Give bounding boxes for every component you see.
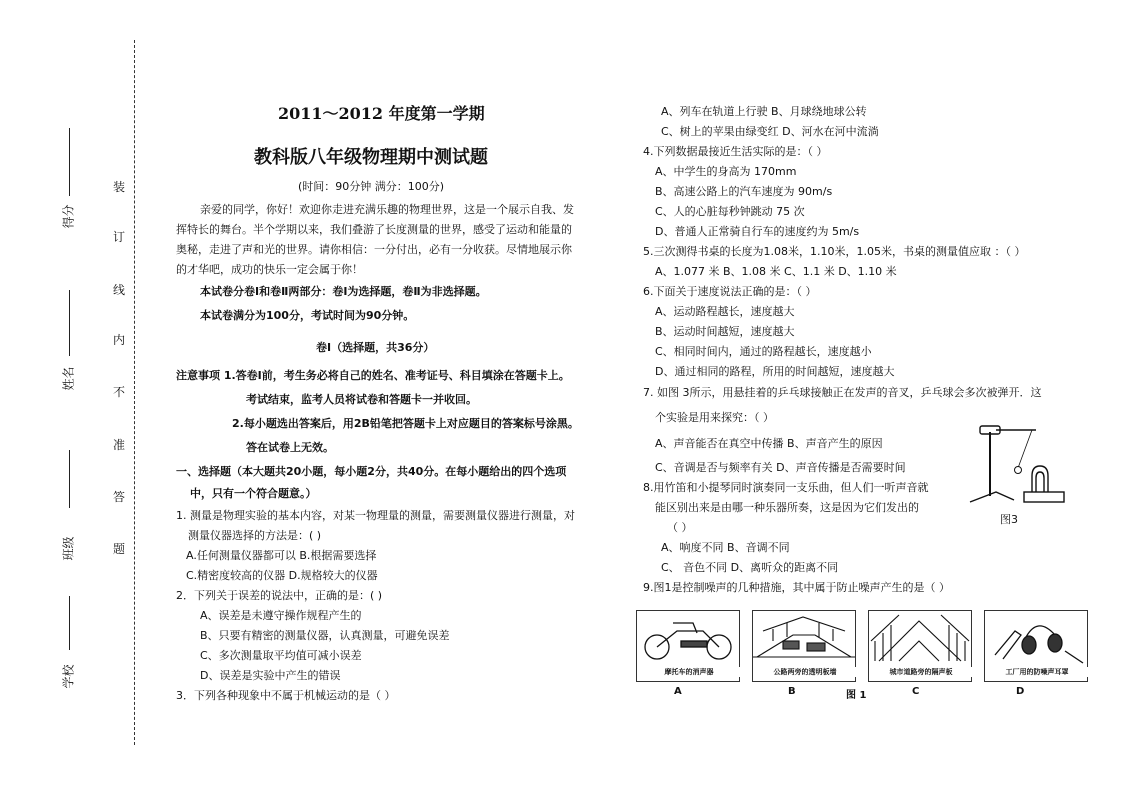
seal-char: 题 xyxy=(113,542,126,556)
option-line: D、误差是实验中产生的错误 xyxy=(200,669,341,682)
name-field-label: 姓名 xyxy=(61,366,76,391)
panel-muffler xyxy=(636,610,740,682)
seal-char: 准 xyxy=(113,438,126,452)
seal-char: 答 xyxy=(113,490,126,504)
exam-title-line2: 教科版八年级物理期中测试题 xyxy=(254,147,488,168)
panel-caption: 城市道路旁的隔声板 xyxy=(869,667,973,677)
intro-line: 亲爱的同学，你好！欢迎你走进充满乐趣的物理世界，这是一个展示自我、发 xyxy=(200,203,574,216)
question-text: 3．下列各种现象中不属于机械运动的是（ ） xyxy=(176,689,396,702)
question-text: 7. 如图 3所示，用悬挂着的乒乓球接触正在发声的音叉，乒乓球会多次被弹开．这 xyxy=(643,386,1042,399)
section-heading: 卷Ⅰ（选择题，共36分） xyxy=(316,341,435,354)
option-line: A、运动路程越长，速度越大 xyxy=(655,305,795,318)
school-field-label: 学校 xyxy=(61,664,76,689)
panel-letter: C xyxy=(912,686,920,697)
question-text: 1. 测量是物理实验的基本内容，对某一物理量的测量，需要测量仪器进行测量，对 xyxy=(176,509,575,522)
panel-caption: 工厂用的防噪声耳罩 xyxy=(985,667,1089,677)
name-field[interactable] xyxy=(40,290,80,390)
option-line: C、多次测量取平均值可减小误差 xyxy=(200,649,362,662)
option-line: C、音调是否与频率有关 D、声音传播是否需要时间 xyxy=(655,461,906,474)
road-glass-wall-icon xyxy=(753,611,855,667)
sound-barrier-icon xyxy=(869,611,971,667)
option-line: A、1.077 米 B、1.08 米 C、1.1 米 D、1.10 米 xyxy=(655,265,897,278)
score-field[interactable] xyxy=(40,128,80,228)
paper-structure-note: 本试卷分卷Ⅰ和卷Ⅱ两部分：卷Ⅰ为选择题，卷Ⅱ为非选择题。 xyxy=(200,285,487,298)
question-text: （ ） xyxy=(667,521,693,534)
question-text: 2．下列关于误差的说法中，正确的是：( ) xyxy=(176,589,383,602)
panel-caption: 公路两旁的透明板墙 xyxy=(753,667,857,677)
option-line: A、列车在轨道上行驶 B、月球绕地球公转 xyxy=(661,105,867,118)
seal-char: 内 xyxy=(113,333,126,347)
option-line: C、 音色不同 D、离听众的距离不同 xyxy=(661,561,839,574)
option-line: B、只要有精密的测量仪器，认真测量，可避免误差 xyxy=(200,629,450,642)
question-text: 5.三次测得书桌的长度为1.08米，1.10米，1.05米，书桌的测量值应取 ：（ ） xyxy=(643,245,1026,258)
section-instruction: 中，只有一个符合题意。） xyxy=(190,487,317,500)
option-line: C.精密度较高的仪器 D.规格较大的仪器 xyxy=(186,569,378,582)
panel-caption: 摩托车的消声器 xyxy=(637,667,741,677)
score-field-label: 得分 xyxy=(61,204,76,229)
panel-letter: A xyxy=(674,686,682,697)
class-field[interactable] xyxy=(40,450,80,560)
option-line: D、通过相同的路程，所用的时间越短，速度越大 xyxy=(655,365,895,378)
option-line: A.任何测量仪器都可以 B.根据需要选择 xyxy=(186,549,377,562)
option-line: D、普通人正常骑自行车的速度约为 5m/s xyxy=(655,225,860,238)
exam-title-line1: 2011～2012 年度第一学期 xyxy=(278,104,485,123)
left-column xyxy=(176,200,606,706)
panel-glass-wall xyxy=(752,610,856,682)
notice-line: 注意事项 1.答卷Ⅰ前，考生务必将自己的姓名、准考证号、科目填涂在答题卡上。 xyxy=(176,369,570,382)
notice-line: 答在试卷上无效。 xyxy=(246,441,334,454)
question-text: 9.图1是控制噪声的几种措施，其中属于防止噪声产生的是（ ） xyxy=(643,581,950,594)
intro-line: 奥秘，走进了声和光的世界。请你相信：一分付出，必有一分收获。尽情地展示你 xyxy=(176,243,572,256)
option-line: B、高速公路上的汽车速度为 90m/s xyxy=(655,185,833,198)
intro-line: 挥特长的舞台。半个学期以来，我们叠游了长度测量的世界，感受了运动和能量的 xyxy=(176,223,572,236)
paper-score-note: 本试卷满分为100分，考试时间为90分钟。 xyxy=(200,309,415,322)
question-text: 6.下面关于速度说法正确的是：（ ） xyxy=(643,285,817,298)
option-line: A、响度不同 B、音调不同 xyxy=(661,541,790,554)
option-line: C、相同时间内，通过的路程越长，速度越小 xyxy=(655,345,872,358)
option-line: C、树上的苹果由绿变红 D、河水在河中流淌 xyxy=(661,125,879,138)
option-line: A、误差是未遵守操作规程产生的 xyxy=(200,609,362,622)
notice-line: 考试结束，监考人员将试卷和答题卡一并收回。 xyxy=(246,393,477,406)
section-instruction: 一、选择题（本大题共20小题，每小题2分，共40分。在每小题给出的四个选项 xyxy=(176,465,567,478)
seal-char: 装 xyxy=(113,180,126,194)
seal-char: 线 xyxy=(113,283,126,297)
option-line: A、中学生的身高为 170mm xyxy=(655,165,797,178)
notice-line: 2.每小题选出答案后，用2B铅笔把答题卡上对应题目的答案标号涂黑。 xyxy=(232,417,579,430)
class-field-label: 班级 xyxy=(61,536,76,561)
seal-char: 不 xyxy=(113,385,126,399)
option-line: B、运动时间越短，速度越大 xyxy=(655,325,795,338)
option-line: C、人的心脏每秒钟跳动 75 次 xyxy=(655,205,805,218)
noise-control-figure xyxy=(636,610,1088,701)
option-line: A、声音能否在真空中传播 B、声音产生的原因 xyxy=(655,437,883,450)
seal-char: 订 xyxy=(113,230,126,244)
question-text: 能区别出来是由哪一种乐器所奏，这是因为它们发出的 xyxy=(655,501,919,514)
panel-sound-barrier xyxy=(868,610,972,682)
ear-protector-icon xyxy=(985,611,1087,667)
motorcycle-muffler-icon xyxy=(637,611,739,667)
question-text: 8.用竹笛和小提琴同时演奏同一支乐曲，但人们一听声音就 xyxy=(643,481,929,494)
panel-letter: D xyxy=(1016,686,1025,697)
question-text: 4.下列数据最接近生活实际的是：（ ） xyxy=(643,145,828,158)
panel-earmuffs xyxy=(984,610,1088,682)
binding-fold-line xyxy=(134,40,135,745)
figure1-label: 图 1 xyxy=(846,690,867,701)
exam-meta: (时间：90分钟 满分：100分) xyxy=(298,180,445,193)
panel-letter: B xyxy=(788,686,796,697)
figure3-caption: 图3 xyxy=(1000,513,1018,526)
intro-line: 的才华吧，成功的快乐一定会属于你！ xyxy=(176,263,363,276)
question-text: 测量仪器选择的方法是：( ) xyxy=(188,529,322,542)
question-text: 个实验是用来探究：（ ） xyxy=(655,411,774,424)
school-field[interactable] xyxy=(40,596,80,696)
